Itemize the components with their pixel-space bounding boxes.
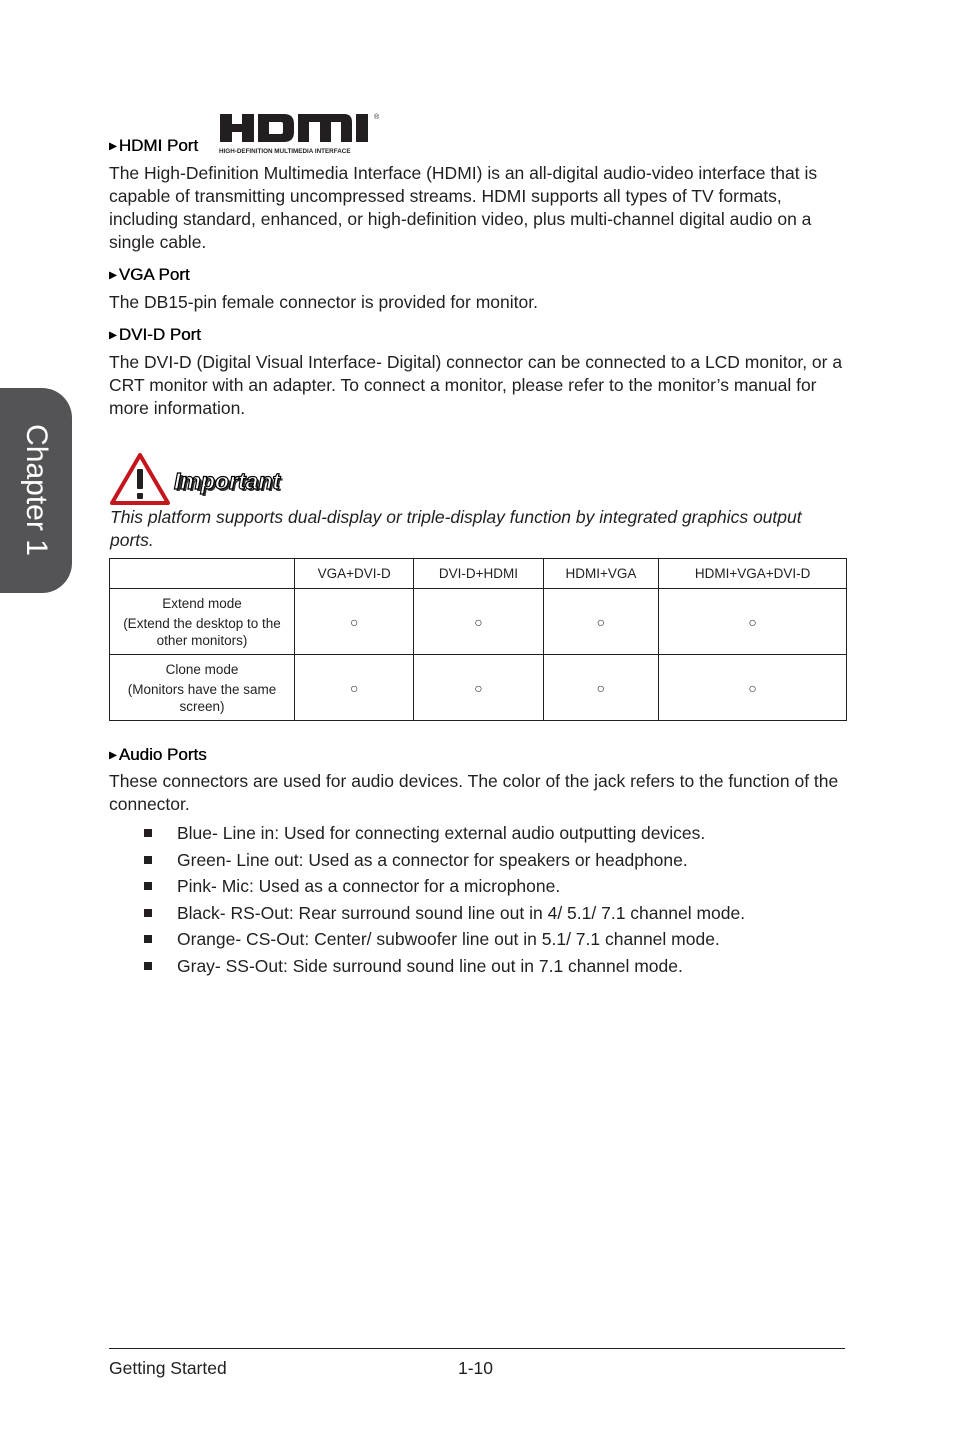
square-bullet-icon [144,856,152,864]
important-note: This platform supports dual-display or triple-display function by integrated graphics output ports. [110,507,802,550]
audio-jack-list [109,820,745,979]
support-mark: ○ [295,655,414,721]
hdmi-port-description: The High-Definition Multimedia Interface (HDMI) is an all-digital audio-video interface that is capable of transmitting uncompressed streams. HDMI supports all types of TV formats, including standard, enhanced, or high-definition video, plus multi-channel digital audio on a single cable. [109,163,818,252]
audio-ports-heading: ▶ Audio Ports [109,745,207,764]
support-mark: ○ [543,589,659,655]
list-item: Green- Line out: Used as a connector for speakers or headphone. [109,847,745,874]
support-mark: ○ [659,655,847,721]
chapter-tab-label: Chapter 1 [20,424,53,556]
display-mode-table [109,558,847,721]
mode-detail: (Extend the desktop to the other monitors) [123,615,281,648]
mode-name: Clone mode [165,661,239,677]
footer-section-title: Getting Started [109,1358,227,1378]
footer-divider [109,1348,845,1349]
table-header-row [110,559,847,589]
mode-cell [110,589,295,655]
square-bullet-icon [144,829,152,837]
mode-detail: (Monitors have the same screen) [127,681,277,714]
support-mark: ○ [295,589,414,655]
important-heading: Important [174,468,281,494]
list-item: Pink- Mic: Used as a connector for a microphone. [109,873,745,900]
support-mark: ○ [543,655,659,721]
page-number: 1-10 [458,1358,494,1378]
table-row [110,655,847,721]
list-item: Orange- CS-Out: Center/ subwoofer line out in 5.1/ 7.1 channel mode. [109,926,745,953]
square-bullet-icon [144,909,152,917]
vga-port-heading: ▶ VGA Port [109,265,190,284]
list-item: Blue- Line in: Used for connecting external audio outputting devices. [109,820,745,847]
dvid-port-heading: ▶ DVI-D Port [109,325,201,344]
triangle-bullet-icon: ▶ [109,750,117,761]
support-mark: ○ [414,589,543,655]
table-header-cell: HDMI+VGA+DVI-D [659,559,847,589]
triangle-bullet-icon: ▶ [109,141,117,152]
table-header-cell: DVI-D+HDMI [414,559,543,589]
square-bullet-icon [144,962,152,970]
table-header-cell: VGA+DVI-D [295,559,414,589]
table-header-cell: HDMI+VGA [543,559,659,589]
hdmi-port-heading: ▶ HDMI Port [109,136,199,155]
table-header-cell [110,559,295,589]
chapter-tab [0,388,72,593]
hdmi-logo-registered: ® [374,114,380,121]
triangle-bullet-icon: ▶ [109,270,117,281]
list-item: Black- RS-Out: Rear surround sound line out in 4/ 5.1/ 7.1 channel mode. [109,900,745,927]
hdmi-logo-tagline: HIGH-DEFINITION MULTIMEDIA INTERFACE [219,148,351,155]
square-bullet-icon [144,935,152,943]
warning-triangle-icon [109,452,171,506]
square-bullet-icon [144,882,152,890]
support-mark: ○ [659,589,847,655]
vga-port-description: The DB15-pin female connector is provided for monitor. [109,292,538,312]
dvid-port-description: The DVI-D (Digital Visual Interface- Digital) connector can be connected to a LCD monitor, or a CRT monitor with an adapter. To connect a monitor, please refer to the monitor’s manual for more information. [109,352,843,418]
triangle-bullet-icon: ▶ [109,330,117,341]
mode-cell [110,655,295,721]
mode-name: Extend mode [162,595,242,611]
list-item: Gray- SS-Out: Side surround sound line out in 7.1 channel mode. [109,953,745,980]
table-row [110,589,847,655]
support-mark: ○ [414,655,543,721]
audio-ports-description: These connectors are used for audio devices. The color of the jack refers to the function of the connector. [109,771,839,814]
